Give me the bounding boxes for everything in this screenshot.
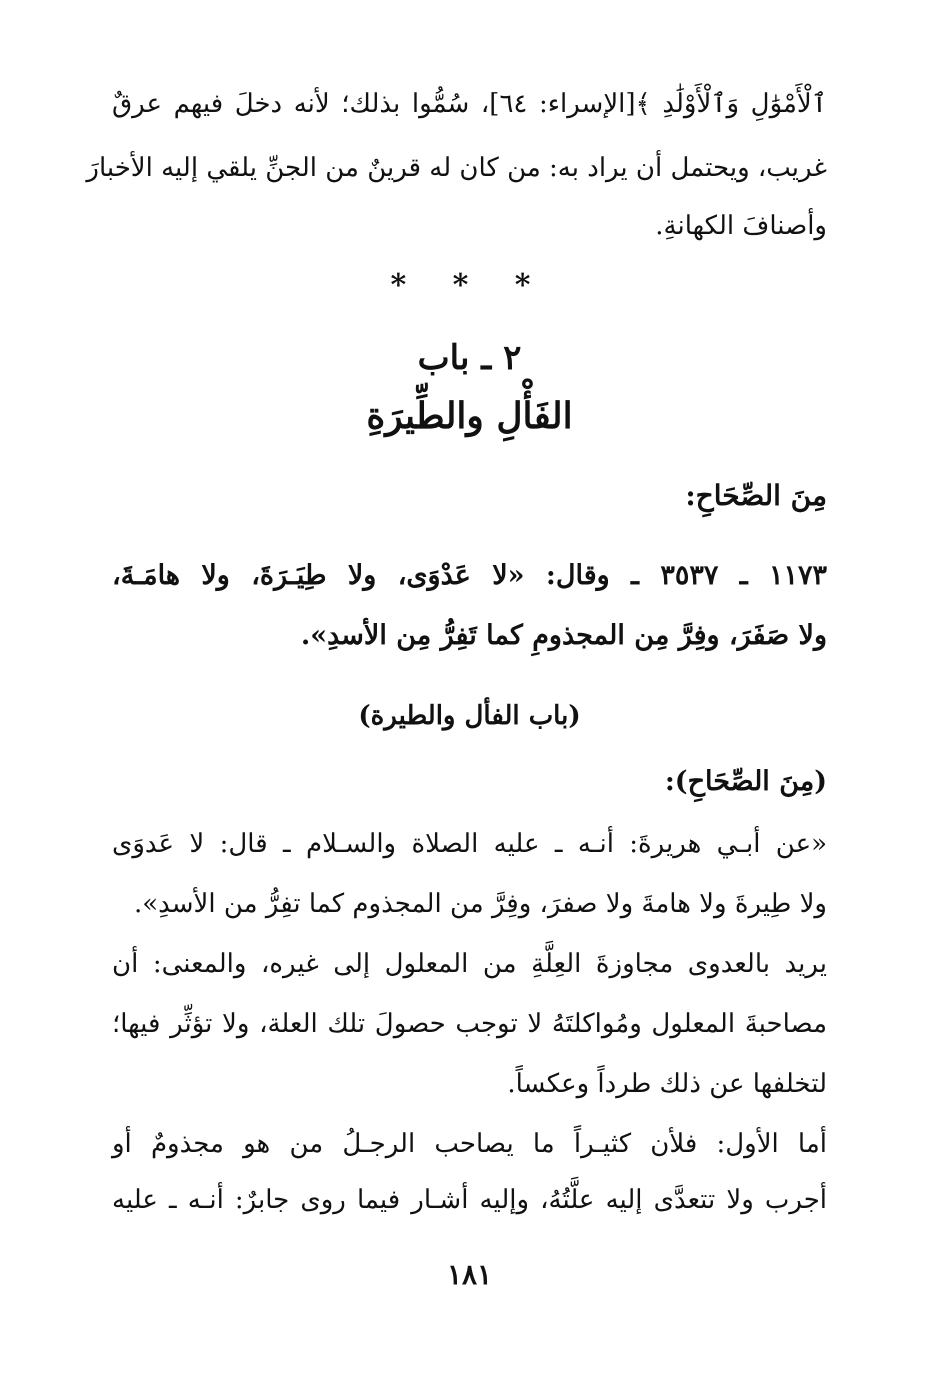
intro-line-1: ٱلْأَمْوَٰلِ وَٱلْأَوْلَٰدِ ﴾[الإسراء: ٦٤]، سُمُّوا بذلك؛ لأنه دخلَ فيهم عرقٌ	[112, 89, 827, 119]
section-separator: * * *	[390, 268, 549, 303]
section-label-sahih: مِنَ الصِّحَاحِ:	[685, 479, 827, 512]
commentary-line-1: «عن أبـي هريرةَ: أنـه ـ عليه الصلاة والسـلام ـ قال: لا عَدوَى	[112, 829, 827, 859]
commentary-title: (باب الفأل والطيرة)	[358, 701, 581, 731]
hadith-line-2: ولا صَفَرَ، وفِرَّ مِن المجذومِ كما تَفِرُّ مِن الأسدِ».	[300, 620, 827, 651]
commentary-section-label: (مِنَ الصِّحَاحِ):	[664, 766, 827, 797]
commentary-line-5: لتخلفها عن ذلك طرداً وعكساً.	[507, 1069, 827, 1099]
commentary-line-7: أجرب ولا تتعدَّى إليه علَّتُهُ، وإليه أشـار فيما روى جابرٌ: أنـه ـ عليه	[112, 1185, 827, 1215]
commentary-line-4: مصاحبةَ المعلول ومُواكلتَهُ لا توجب حصولَ تلك العلة، ولا تؤثِّر فيها؛	[112, 1009, 827, 1039]
commentary-line-3: يريد بالعدوى مجاوزةَ العِلَّةِ من المعلول إلى غيره، والمعنى: أن	[112, 949, 827, 979]
commentary-line-2: ولا طِيرةَ ولا هامةَ ولا صفرَ، وفِرَّ من المجذوم كما تفِرُّ من الأسدِ».	[133, 889, 827, 919]
chapter-number: ٢ ـ باب	[417, 338, 522, 378]
commentary-line-6: أما الأول: فلأن كثيـراً ما يصاحب الرجـلُ من هو مجذومٌ أو	[112, 1129, 827, 1159]
intro-line-3: وأصنافَ الكهانةِ.	[655, 211, 827, 241]
intro-line-2: غريب، ويحتمل أن يراد به: من كان له قرينٌ من الجنِّ يلقي إليه الأخبارَ	[86, 153, 827, 183]
page-number: ١٨١	[446, 1258, 493, 1291]
hadith-line-1: ١١٧٣ ـ ٣٥٣٧ ـ وقال: «لا عَدْوَى، ولا طِيَـرَةَ، ولا هامَـةَ،	[112, 560, 828, 591]
chapter-title: الفَأْلِ والطِّيرَةِ	[366, 395, 573, 437]
